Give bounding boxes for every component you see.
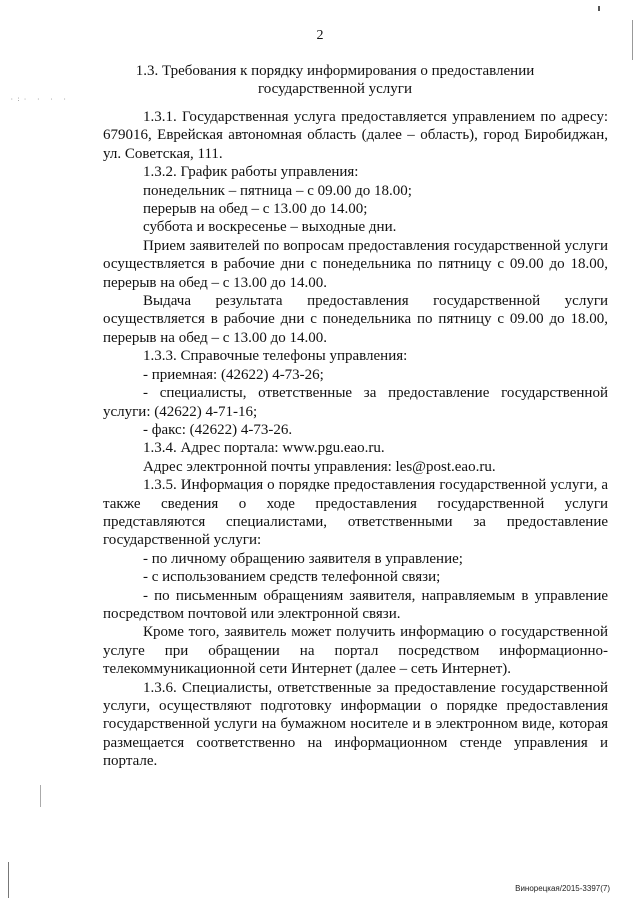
scan-mark-top-right [598,6,600,11]
paragraph-internet: Кроме того, заявитель может получить информацию о государственной услуге при обращении на портал посредством информационно-телекоммуникационной сети Интернет (далее – сеть Интернет). [103,624,608,678]
paragraph-result-issue: Выдача результата предоставления государственной услуги осуществляется в рабочие дни с понедельника по пятницу с 09.00 до 18.00, перерыв на обед – с 13.00 до 14.00. [103,293,608,346]
paragraph-1-3-3: 1.3.3. Справочные телефоны управления: [143,348,408,365]
page-number: 2 [316,28,324,43]
phone-specialists: - специалисты, ответственные за предоставление государственной услуги: (42622) 4-71-16; [103,385,608,420]
schedule-lunch: перерыв на обед – с 13.00 до 14.00; [143,201,368,218]
paragraph-1-3-6: 1.3.6. Специалисты, ответственные за предоставление государственной услуги, осуществляют подготовку информации о порядке предоставления государственной услуги на бумажном носителе и в электронном виде, которая размещается соответственно на информационном стенде управления и портале. [103,679,608,770]
email-address: Адрес электронной почты управления: les@post.eao.ru. [143,458,496,475]
channel-personal: - по личному обращению заявителя в управление; [143,550,463,567]
phone-reception: - приемная: (42622) 4-73-26; [143,366,324,383]
scan-mark-left-mid [40,785,41,807]
document-body [103,108,608,771]
paragraph-1-3-4: 1.3.4. Адрес портала: www.pgu.eao.ru. [143,440,385,457]
section-heading-line-2: государственной услуги [258,81,412,97]
paragraph-1-3-1: 1.3.1. Государственная услуга предоставляется управлением по адресу: 679016, Еврейская автономная область (далее – область), город Биробиджан, ул. Советская, 111. [103,109,608,162]
schedule-weekdays: понедельник – пятница – с 09.00 до 18.00; [143,182,412,199]
channel-phone: - с использованием средств телефонной связи; [143,569,441,586]
scan-mark-left-bottom [8,862,9,898]
paragraph-1-3-5: 1.3.5. Информация о порядке предоставления государственной услуги, а также сведения о ходе предоставления государственной услуги представляются специалистами, ответственными за предоставление государственной услуги: [103,477,608,549]
section-heading [120,62,550,98]
phone-fax: - факс: (42622) 4-73-26. [143,421,293,438]
section-heading-line-1: 1.3. Требования к порядку информирования о предоставлении [135,63,535,79]
scan-noise-left: ·:· · · · [10,96,70,103]
footer-reference: Винорецкая/2015-3397(7) [515,884,610,893]
paragraph-reception: Прием заявителей по вопросам предоставления государственной услуги осуществляется в рабочие дни с понедельника по пятницу с 09.00 до 18.00, перерыв на обед – с 13.00 до 14.00. [103,237,608,291]
channel-written: - по письменным обращениям заявителя, направляемым в управление посредством почтовой или электронной связи. [103,587,608,622]
paragraph-1-3-2: 1.3.2. График работы управления: [143,164,359,181]
schedule-weekend: суббота и воскресенье – выходные дни. [143,219,397,236]
